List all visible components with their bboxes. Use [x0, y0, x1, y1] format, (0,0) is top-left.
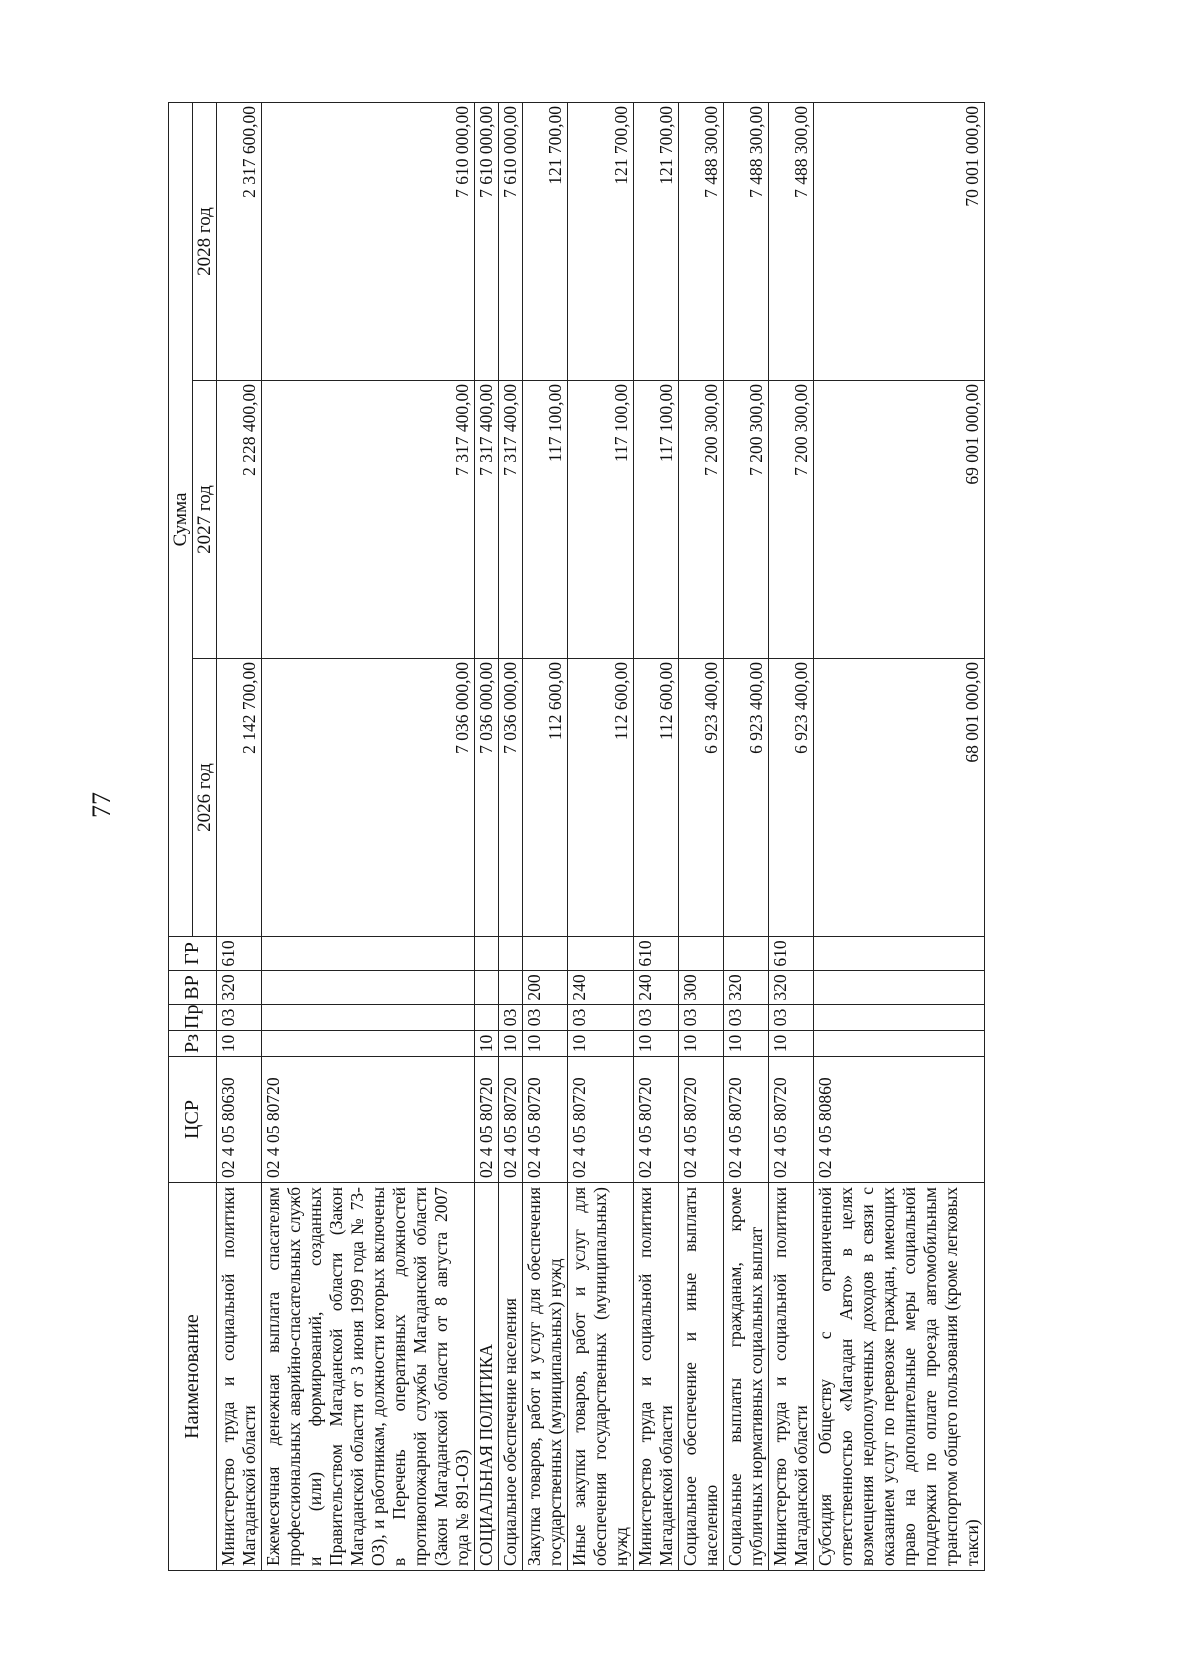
- row-pr: 03: [217, 1005, 262, 1031]
- row-gr: [499, 937, 523, 971]
- table-row: [568, 103, 634, 1571]
- header-row: [169, 103, 193, 1571]
- row-sum-2027: 2 228 400,00: [217, 381, 262, 659]
- table-body: [217, 103, 985, 1571]
- row-sum-2027: 7 317 400,00: [262, 381, 475, 659]
- header-rz: Рз: [169, 1031, 217, 1057]
- row-vr: [475, 971, 499, 1005]
- row-sum-2028: 70 001 000,00: [814, 103, 985, 381]
- row-rz: 10: [499, 1031, 523, 1057]
- row-csr: 02 4 05 80720: [568, 1057, 634, 1183]
- row-sum-2026: 112 600,00: [523, 659, 568, 937]
- row-name: Субсидия Обществу с ограниченной ответственностью «Магадан Авто» в целях возмещения недополученных доходов в связи с оказанием услуг по перевозке граждан, имеющих право на дополнительные меры социальной поддержки по оплате проезда автомобильным транспортом общего пользования (кроме легковых такси): [814, 1183, 985, 1571]
- table-row: [634, 103, 679, 1571]
- row-rz: [262, 1031, 475, 1057]
- row-csr: 02 4 05 80720: [634, 1057, 679, 1183]
- row-rz: 10: [217, 1031, 262, 1057]
- row-csr: 02 4 05 80720: [724, 1057, 769, 1183]
- row-gr: [679, 937, 724, 971]
- row-rz: 10: [523, 1031, 568, 1057]
- row-vr: 320: [769, 971, 814, 1005]
- row-rz: [814, 1031, 985, 1057]
- row-sum-2026: 2 142 700,00: [217, 659, 262, 937]
- row-sum-2026: 7 036 000,00: [475, 659, 499, 937]
- row-pr: 03: [769, 1005, 814, 1031]
- row-pr: [814, 1005, 985, 1031]
- row-gr: [523, 937, 568, 971]
- table-row: [523, 103, 568, 1571]
- row-sum-2028: 121 700,00: [634, 103, 679, 381]
- row-gr: 610: [634, 937, 679, 971]
- header-name: Наименование: [169, 1183, 217, 1571]
- row-vr: 300: [679, 971, 724, 1005]
- row-rz: 10: [679, 1031, 724, 1057]
- table-row: [217, 103, 262, 1571]
- header-2027: 2027 год: [193, 381, 217, 659]
- row-pr: 03: [499, 1005, 523, 1031]
- table-row: [814, 103, 985, 1571]
- row-sum-2026: 6 923 400,00: [724, 659, 769, 937]
- row-sum-2027: 117 100,00: [523, 381, 568, 659]
- row-sum-2028: 121 700,00: [568, 103, 634, 381]
- row-sum-2027: 7 317 400,00: [475, 381, 499, 659]
- row-csr: 02 4 05 80720: [475, 1057, 499, 1183]
- row-csr: 02 4 05 80720: [262, 1057, 475, 1183]
- row-vr: 200: [523, 971, 568, 1005]
- row-pr: [475, 1005, 499, 1031]
- row-gr: [475, 937, 499, 971]
- row-rz: 10: [769, 1031, 814, 1057]
- row-sum-2027: 7 200 300,00: [724, 381, 769, 659]
- row-name: Министерство труда и социальной политики Магаданской области: [769, 1183, 814, 1571]
- row-name: Министерство труда и социальной политики Магаданской области: [634, 1183, 679, 1571]
- row-name: Социальное обеспечение и иные выплаты населению: [679, 1183, 724, 1571]
- row-gr: [262, 937, 475, 971]
- row-pr: 03: [724, 1005, 769, 1031]
- header-vr: ВР: [169, 971, 217, 1005]
- row-sum-2026: 7 036 000,00: [499, 659, 523, 937]
- row-gr: [724, 937, 769, 971]
- row-sum-2027: 69 001 000,00: [814, 381, 985, 659]
- table-row: [679, 103, 724, 1571]
- header-2026: 2026 год: [193, 659, 217, 937]
- row-sum-2026: 68 001 000,00: [814, 659, 985, 937]
- row-csr: 02 4 05 80720: [769, 1057, 814, 1183]
- row-sum-2028: 121 700,00: [523, 103, 568, 381]
- row-vr: [814, 971, 985, 1005]
- row-pr: 03: [679, 1005, 724, 1031]
- row-sum-2027: 7 200 300,00: [679, 381, 724, 659]
- row-vr: 240: [634, 971, 679, 1005]
- row-pr: 03: [568, 1005, 634, 1031]
- row-name: СОЦИАЛЬНАЯ ПОЛИТИКА: [475, 1183, 499, 1571]
- row-csr: 02 4 05 80720: [679, 1057, 724, 1183]
- header-2028: 2028 год: [193, 103, 217, 381]
- row-vr: [262, 971, 475, 1005]
- row-sum-2027: 7 200 300,00: [769, 381, 814, 659]
- row-name: Закупка товаров, работ и услуг для обеспечения государственных (муниципальных) нужд: [523, 1183, 568, 1571]
- table-row: [724, 103, 769, 1571]
- row-vr: [499, 971, 523, 1005]
- row-sum-2026: 6 923 400,00: [769, 659, 814, 937]
- row-gr: 610: [769, 937, 814, 971]
- row-csr: 02 4 05 80860: [814, 1057, 985, 1183]
- row-sum-2027: 117 100,00: [634, 381, 679, 659]
- table-row: [475, 103, 499, 1571]
- header-gr: ГР: [169, 937, 217, 971]
- row-rz: 10: [724, 1031, 769, 1057]
- row-pr: 03: [523, 1005, 568, 1031]
- row-sum-2026: 112 600,00: [634, 659, 679, 937]
- row-sum-2026: 6 923 400,00: [679, 659, 724, 937]
- row-csr: 02 4 05 80720: [499, 1057, 523, 1183]
- row-sum-2028: 7 488 300,00: [679, 103, 724, 381]
- row-vr: 320: [217, 971, 262, 1005]
- table-row: [499, 103, 523, 1571]
- row-sum-2028: 7 488 300,00: [724, 103, 769, 381]
- row-sum-2028: 7 610 000,00: [499, 103, 523, 381]
- header-sum: Сумма: [169, 103, 193, 937]
- row-sum-2027: 117 100,00: [568, 381, 634, 659]
- row-name: Иные закупки товаров, работ и услуг для обеспечения государственных (муниципальных) нужд: [568, 1183, 634, 1571]
- rotated-page-content: [168, 103, 1102, 1571]
- row-sum-2026: 112 600,00: [568, 659, 634, 937]
- row-name: Министерство труда и социальной политики Магаданской области: [217, 1183, 262, 1571]
- table-row: [262, 103, 475, 1571]
- row-sum-2028: 7 610 000,00: [262, 103, 475, 381]
- row-gr: [568, 937, 634, 971]
- row-rz: 10: [475, 1031, 499, 1057]
- row-pr: [262, 1005, 475, 1031]
- row-csr: 02 4 05 80630: [217, 1057, 262, 1183]
- page-number: 77: [87, 792, 116, 818]
- row-gr: [814, 937, 985, 971]
- row-vr: 240: [568, 971, 634, 1005]
- row-sum-2026: 7 036 000,00: [262, 659, 475, 937]
- row-name: Социальное обеспечение населения: [499, 1183, 523, 1571]
- row-sum-2028: 7 488 300,00: [769, 103, 814, 381]
- row-name: Ежемесячная денежная выплата спасателям профессиональных аварийно-спасательных служб и (или) формирований, созданных Правительством Магаданской области (Закон Магаданской области от 3 июня 1999 года № 73-ОЗ), и работникам, должности которых включены в Перечень оперативных должностей противопожарной службы Магаданской области (Закон Магаданской области от 8 августа 2007 года № 891-ОЗ): [262, 1183, 475, 1571]
- table-row: [769, 103, 814, 1571]
- budget-table: [168, 102, 985, 1571]
- row-sum-2028: 7 610 000,00: [475, 103, 499, 381]
- row-sum-2027: 7 317 400,00: [499, 381, 523, 659]
- row-csr: 02 4 05 80720: [523, 1057, 568, 1183]
- row-name: Социальные выплаты гражданам, кроме публичных нормативных социальных выплат: [724, 1183, 769, 1571]
- row-vr: 320: [724, 971, 769, 1005]
- row-pr: 03: [634, 1005, 679, 1031]
- header-pr: Пр: [169, 1005, 217, 1031]
- header-csr: ЦСР: [169, 1057, 217, 1183]
- row-gr: 610: [217, 937, 262, 971]
- row-rz: 10: [634, 1031, 679, 1057]
- row-sum-2028: 2 317 600,00: [217, 103, 262, 381]
- row-rz: 10: [568, 1031, 634, 1057]
